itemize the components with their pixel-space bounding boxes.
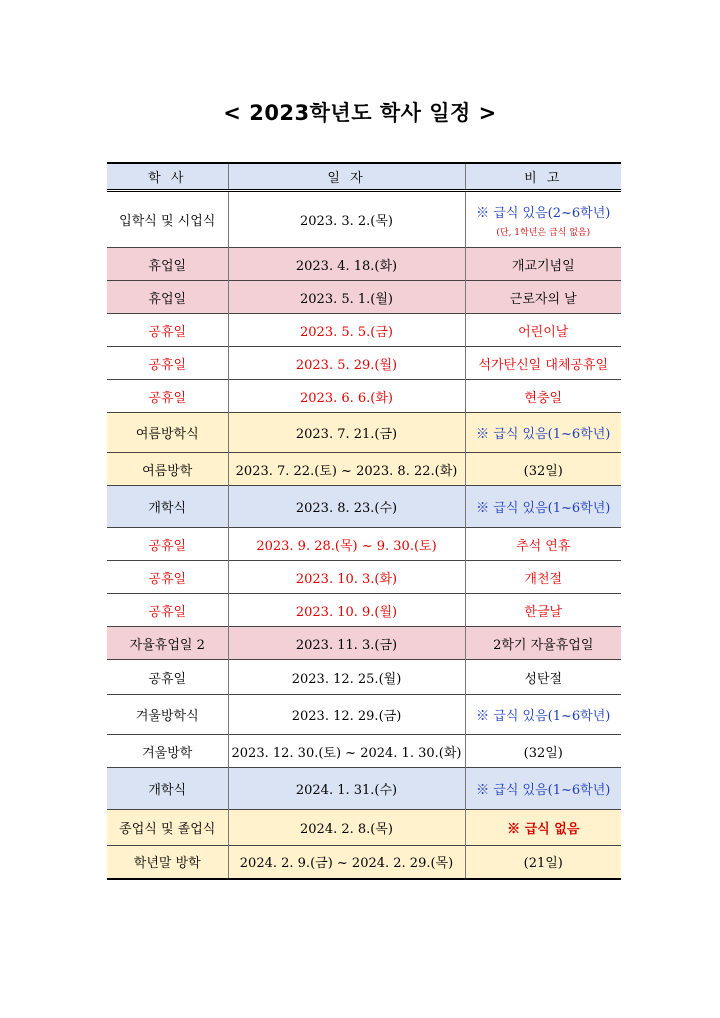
event-cell: 개학식	[107, 768, 228, 810]
date-cell: 2023. 11. 3.(금)	[228, 627, 465, 660]
note-cell: 어린이날	[465, 314, 621, 347]
date-cell: 2023. 5. 29.(월)	[228, 347, 465, 380]
table-row	[107, 594, 621, 627]
note-cell: (21일)	[465, 846, 621, 879]
date-cell: 2023. 8. 23.(수)	[228, 486, 465, 528]
table-row	[107, 768, 621, 810]
note-cell: (32일)	[465, 453, 621, 486]
event-cell: 자율휴업일 2	[107, 627, 228, 660]
note-cell: 근로자의 날	[465, 281, 621, 314]
page-title: < 2023학년도 학사 일정 >	[223, 101, 497, 125]
event-cell: 휴업일	[107, 281, 228, 314]
table-row	[107, 846, 621, 879]
note-text: ※ 급식 있음(2~6학년)	[476, 205, 611, 221]
date-cell: 2023. 9. 28.(목) ~ 9. 30.(토)	[228, 528, 465, 561]
table-row	[107, 380, 621, 413]
table-row	[107, 627, 621, 660]
date-cell: 2023. 3. 2.(목)	[228, 191, 465, 248]
note-cell: ※ 급식 없음	[465, 810, 621, 846]
table-row	[107, 735, 621, 768]
date-cell: 2023. 10. 9.(월)	[228, 594, 465, 627]
date-cell: 2023. 4. 18.(화)	[228, 248, 465, 281]
date-cell: 2024. 2. 8.(목)	[228, 810, 465, 846]
date-cell: 2023. 12. 29.(금)	[228, 695, 465, 735]
event-cell: 겨울방학	[107, 735, 228, 768]
note-cell: 현충일	[465, 380, 621, 413]
date-cell: 2024. 1. 31.(수)	[228, 768, 465, 810]
table-row	[107, 191, 621, 248]
event-cell: 휴업일	[107, 248, 228, 281]
note-cell	[465, 191, 621, 248]
table-row	[107, 695, 621, 735]
note-cell: 개천절	[465, 561, 621, 594]
note-cell: (32일)	[465, 735, 621, 768]
event-cell: 입학식 및 시업식	[107, 191, 228, 248]
date-cell: 2023. 10. 3.(화)	[228, 561, 465, 594]
date-cell: 2023. 12. 30.(토) ~ 2024. 1. 30.(화)	[228, 735, 465, 768]
table-row	[107, 486, 621, 528]
note-cell: 개교기념일	[465, 248, 621, 281]
note-cell: ※ 급식 있음(1~6학년)	[465, 486, 621, 528]
header-date: 일 자	[228, 163, 465, 191]
date-cell: 2024. 2. 9.(금) ~ 2024. 2. 29.(목)	[228, 846, 465, 879]
table-row	[107, 453, 621, 486]
event-cell: 여름방학식	[107, 413, 228, 453]
date-cell: 2023. 12. 25.(월)	[228, 660, 465, 695]
note-cell: 추석 연휴	[465, 528, 621, 561]
event-cell: 겨울방학식	[107, 695, 228, 735]
event-cell: 공휴일	[107, 380, 228, 413]
date-cell: 2023. 5. 1.(월)	[228, 281, 465, 314]
header-event: 학 사	[107, 163, 228, 191]
table-row	[107, 528, 621, 561]
date-cell: 2023. 7. 21.(금)	[228, 413, 465, 453]
table-header-row	[107, 163, 621, 191]
table-row	[107, 810, 621, 846]
table-row	[107, 660, 621, 695]
sub-note-text: (단, 1학년은 급식 없음)	[496, 227, 591, 238]
event-cell: 공휴일	[107, 594, 228, 627]
event-cell: 개학식	[107, 486, 228, 528]
table-row	[107, 281, 621, 314]
event-cell: 공휴일	[107, 561, 228, 594]
event-cell: 공휴일	[107, 347, 228, 380]
table-row	[107, 314, 621, 347]
table-row	[107, 561, 621, 594]
date-cell: 2023. 5. 5.(금)	[228, 314, 465, 347]
date-cell: 2023. 7. 22.(토) ~ 2023. 8. 22.(화)	[228, 453, 465, 486]
table-row	[107, 248, 621, 281]
table-row	[107, 413, 621, 453]
event-cell: 공휴일	[107, 528, 228, 561]
event-cell: 여름방학	[107, 453, 228, 486]
note-cell: 한글날	[465, 594, 621, 627]
table-row	[107, 347, 621, 380]
note-cell: 2학기 자율휴업일	[465, 627, 621, 660]
note-cell: 성탄절	[465, 660, 621, 695]
event-cell: 공휴일	[107, 660, 228, 695]
note-cell: ※ 급식 있음(1~6학년)	[465, 695, 621, 735]
schedule-table	[107, 162, 621, 880]
event-cell: 학년말 방학	[107, 846, 228, 879]
note-cell: ※ 급식 있음(1~6학년)	[465, 413, 621, 453]
header-note: 비 고	[465, 163, 621, 191]
event-cell: 종업식 및 졸업식	[107, 810, 228, 846]
event-cell: 공휴일	[107, 314, 228, 347]
date-cell: 2023. 6. 6.(화)	[228, 380, 465, 413]
note-cell: 석가탄신일 대체공휴일	[465, 347, 621, 380]
note-cell: ※ 급식 있음(1~6학년)	[465, 768, 621, 810]
